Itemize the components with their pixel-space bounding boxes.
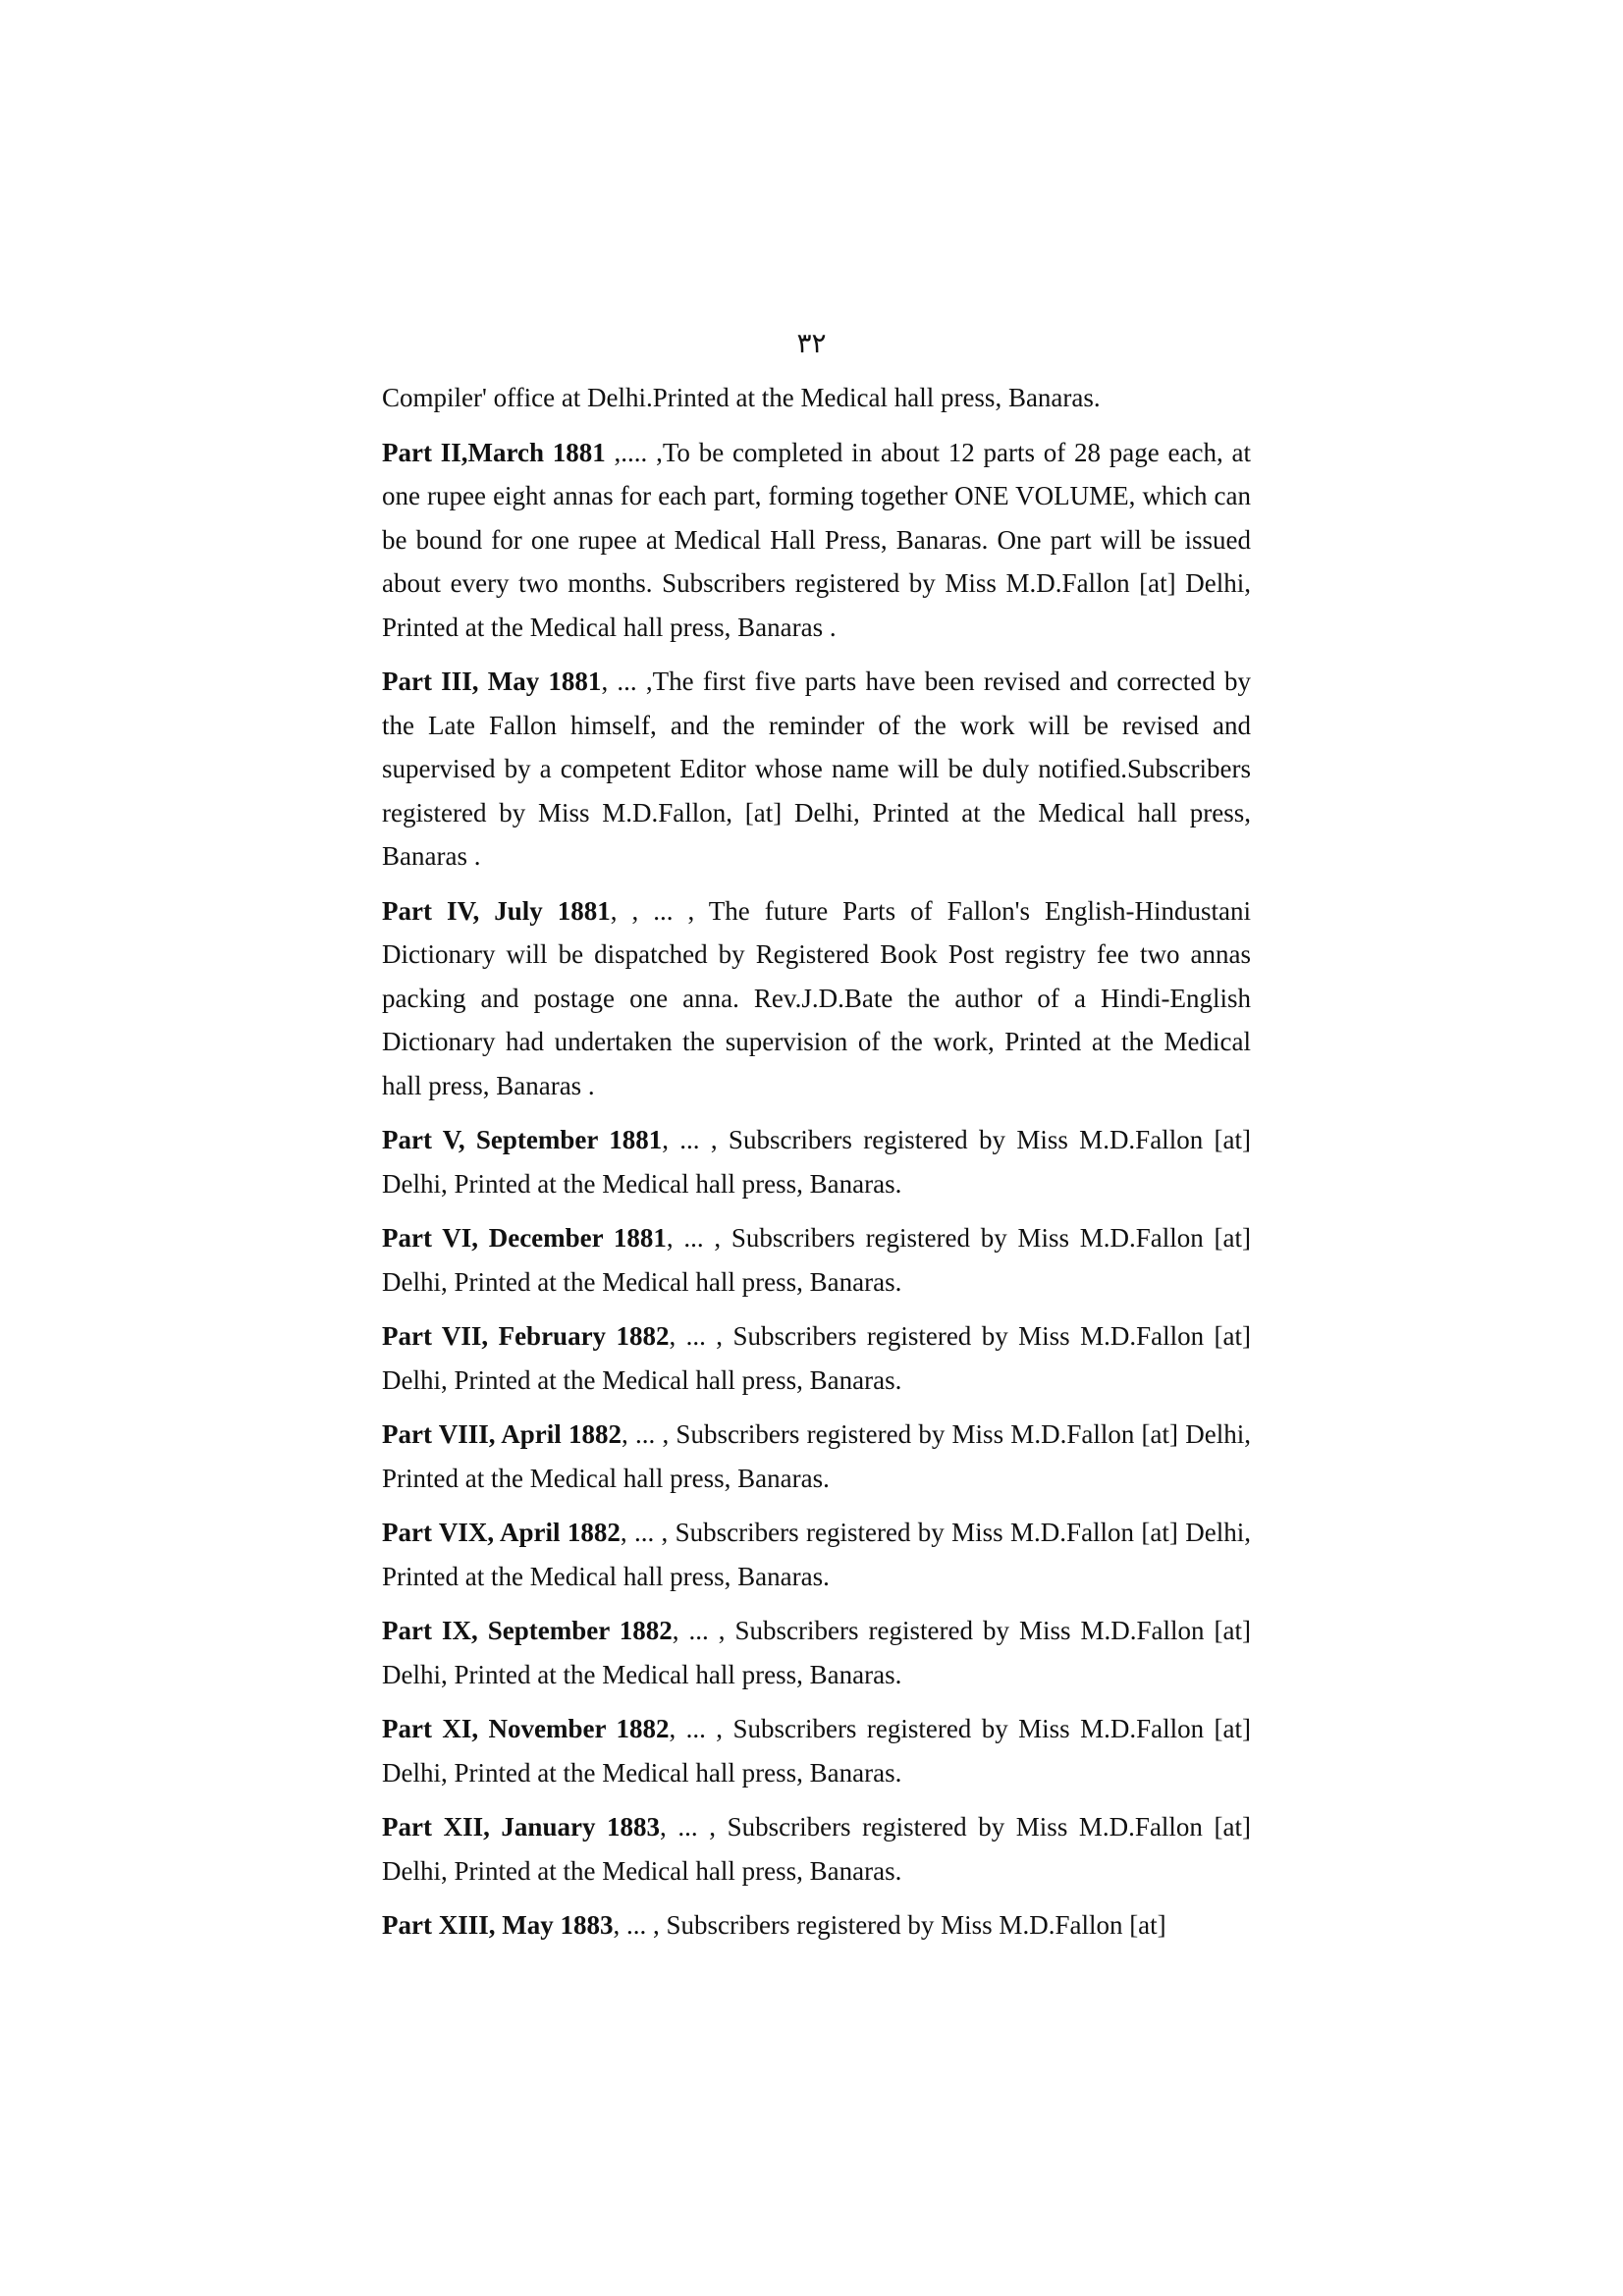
entry-text: , ... , Subscribers registered by Miss M.D.Fallon [at] Delhi, Printed at the Medical hall press, Banaras.	[382, 1419, 1251, 1493]
entry-paragraph	[382, 1314, 1251, 1402]
entry-text: , ... , Subscribers registered by Miss M.D.Fallon [at] Delhi, Printed at the Medical hall press, Banaras.	[382, 1518, 1251, 1591]
entry-heading: Part XII, January 1883	[382, 1812, 661, 1842]
entry-paragraph	[382, 889, 1251, 1108]
entry-text: ,.... ,To be completed in about 12 parts of 28 page each, at one rupee eight annas for each part, forming together ONE VOLUME, which can be bound for one rupee at Medical Hall Press, Banaras. One part will be issued about every two months. Subscribers registered by Miss M.D.Fallon [at] Delhi, Printed at the Medical hall press, Banaras .	[382, 437, 1251, 642]
entry-paragraph	[382, 1609, 1251, 1696]
entry-text: , ... , Subscribers registered by Miss M.D.Fallon [at] Delhi, Printed at the Medical hall press, Banaras.	[382, 1223, 1251, 1297]
entry-paragraph	[382, 1413, 1251, 1500]
page-body	[382, 376, 1251, 1958]
entry-text: , ... , Subscribers registered by Miss M.D.Fallon [at] Delhi, Printed at the Medical hall press, Banaras.	[382, 1812, 1251, 1886]
entry-paragraph	[382, 1707, 1251, 1794]
intro-paragraph: Compiler' office at Delhi.Printed at the Medical hall press, Banaras.	[382, 383, 1101, 412]
entry-heading: Part IX, September 1882	[382, 1616, 673, 1645]
entry-heading: Part XI, November 1882	[382, 1714, 670, 1743]
entry-heading: Part IV, July 1881	[382, 895, 611, 926]
entry-text: , ... , Subscribers registered by Miss M.D.Fallon [at] Delhi, Printed at the Medical hall press, Banaras.	[382, 1714, 1251, 1788]
entry-paragraph	[382, 1805, 1251, 1893]
entry-text: , ... , Subscribers registered by Miss M.D.Fallon [at]	[613, 1910, 1166, 1940]
entry-paragraph	[382, 1511, 1251, 1598]
entry-heading: Part VIX, April 1882	[382, 1518, 621, 1547]
entry-heading: Part VIII, April 1882	[382, 1419, 622, 1449]
entry-paragraph	[382, 660, 1251, 879]
entry-text: , ... ,The first five parts have been revised and corrected by the Late Fallon himself, and the reminder of the work will be revised and supervised by a competent Editor whose name will be duly notified.Subscribers registered by Miss M.D.Fallon, [at] Delhi, Printed at the Medical hall press, Banaras .	[382, 667, 1251, 871]
entry-paragraph	[382, 1216, 1251, 1304]
entry-heading: Part V, September 1881	[382, 1125, 663, 1154]
entry-heading: Part II,March 1881	[382, 437, 606, 467]
entry-heading: Part III, May 1881	[382, 667, 602, 696]
entry-heading: Part XIII, May 1883	[382, 1910, 614, 1940]
entry-heading: Part VII, February 1882	[382, 1321, 670, 1351]
entry-text: , ... , Subscribers registered by Miss M.D.Fallon [at] Delhi, Printed at the Medical hall press, Banaras.	[382, 1321, 1251, 1395]
page-number: ٣٢	[796, 329, 827, 359]
entry-text: , ... , Subscribers registered by Miss M.D.Fallon [at] Delhi, Printed at the Medical hall press, Banaras.	[382, 1125, 1251, 1199]
entry-paragraph	[382, 1903, 1251, 1948]
entry-paragraph	[382, 431, 1251, 650]
entry-text: , , ... , The future Parts of Fallon's English-Hindustani Dictionary will be dispatched by Registered Book Post registry fee two annas packing and postage one anna. Rev.J.D.Bate the author of a Hindi-English Dictionary had undertaken the supervision of the work, Printed at the Medical hall press, Banaras .	[382, 895, 1252, 1100]
entry-heading: Part VI, December 1881	[382, 1223, 667, 1253]
entry-text: , ... , Subscribers registered by Miss M.D.Fallon [at] Delhi, Printed at the Medical hall press, Banaras.	[382, 1616, 1251, 1689]
entry-paragraph	[382, 1118, 1251, 1205]
